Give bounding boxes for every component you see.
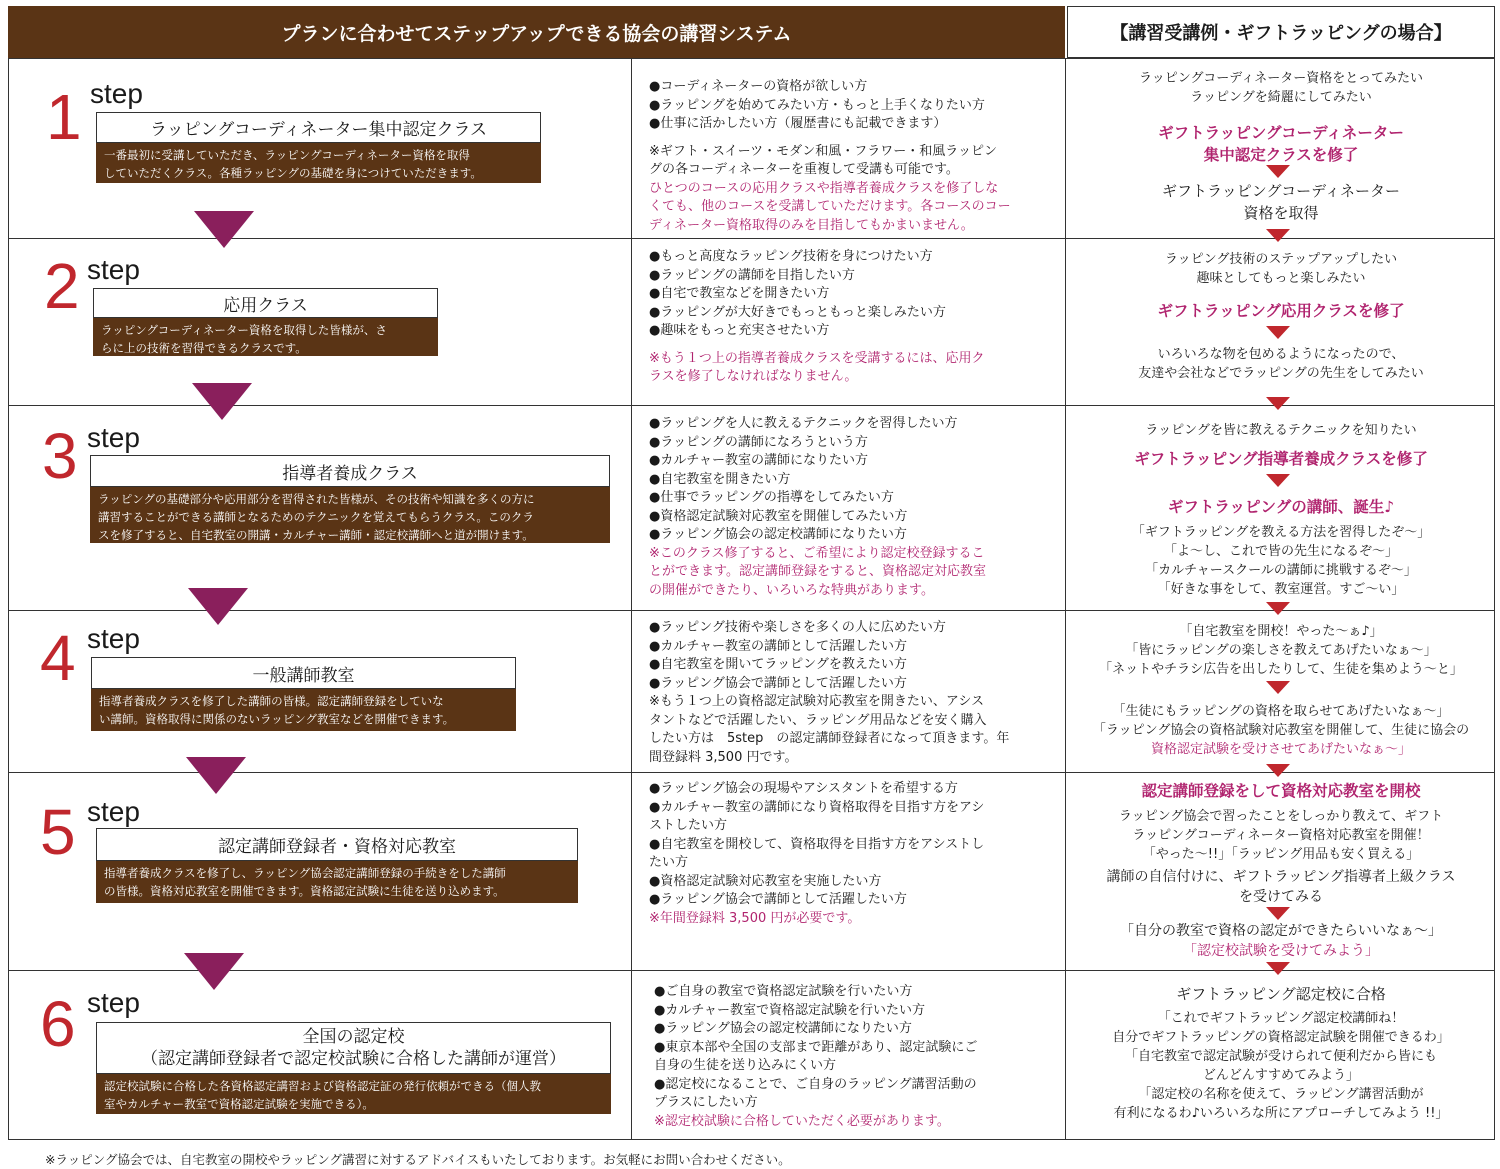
example-flow — [1067, 983, 1495, 1123]
example-line: 「認定校試験を受けてみよう」 — [1183, 943, 1379, 959]
target-item: ●自宅教室を開きたい方 — [649, 471, 791, 487]
step-label: step — [87, 623, 140, 654]
note-line: ※このクラス修了すると、ご希望により認定校登録するこ — [649, 545, 985, 561]
target-item: ●カルチャー教室の講師になり資格取得を目指す方をアシ — [649, 799, 985, 815]
target-item: ●ラッピングの講師を目指したい方 — [649, 267, 855, 283]
example-highlight: ギフトラッピングの講師、誕生♪ — [1167, 498, 1395, 516]
target-item: ●仕事でラッピングの指導をしてみたい方 — [649, 490, 894, 505]
example-line: 「自宅教室で認定試験が受けられて便利だから皆にも — [1124, 1049, 1437, 1064]
target-list — [649, 78, 1011, 235]
example-line: 「これでギフトラッピング認定校講師ね！ — [1157, 1011, 1405, 1026]
example-flow — [1067, 921, 1495, 961]
small-down-arrow-icon — [1266, 229, 1290, 242]
step-number: 2 — [44, 250, 80, 322]
column-divider — [1065, 58, 1066, 1140]
column-divider — [631, 58, 632, 1140]
example-line: ラッピングを皆に教えるテクニックを知りたい — [1145, 423, 1417, 438]
target-item: ●仕事に活かしたい方（履歴書にも記載できます） — [649, 116, 947, 131]
example-flow — [1067, 496, 1495, 599]
example-flow — [1067, 180, 1495, 224]
target-item: ●資格認定試験対応教室を開催してみたい方 — [649, 508, 908, 524]
example-line: 資格認定試験を受けさせてあげたいなぁ～」 — [1150, 742, 1411, 757]
step-number: 3 — [42, 420, 78, 492]
description-line: の皆様。資格対応教室を開催できます。資格認定試験に生徒を送り込めます。 — [104, 884, 505, 898]
target-item: ●趣味をもっと充実させたい方 — [649, 323, 830, 338]
small-down-arrow-icon — [1266, 907, 1290, 920]
note-line: ※認定校試験に合格していただく必要があります。 — [654, 1113, 950, 1129]
example-line: いろいろな物を包めるようになったので、 — [1157, 347, 1405, 362]
target-item: ●カルチャー教室の講師になりたい方 — [649, 453, 868, 468]
example-line: ラッピングを綺麗にしてみたい — [1190, 90, 1372, 105]
class-title-text: 全国の認定校 — [302, 1027, 405, 1047]
target-item: ●ラッピング協会で講師として活躍したい方 — [649, 675, 907, 691]
example-line: 「ラッピング協会の資格試験対応教室を開催して、生徒に協会の — [1092, 723, 1470, 738]
example-line: 「やった～!!」「ラッピング用品も安く買える」 — [1142, 847, 1420, 862]
target-item: たい方 — [649, 855, 689, 870]
example-result: ギフトラッピング認定校に合格 — [1176, 985, 1386, 1003]
step-label: step — [87, 422, 140, 453]
target-item: ●自宅教室を開いてラッピングを教えたい方 — [649, 657, 907, 672]
target-list — [654, 983, 977, 1131]
target-item: ●カルチャー教室で資格認定試験を行いたい方 — [654, 1002, 925, 1018]
target-item: ●コーディネーターの資格が欲しい方 — [649, 79, 868, 94]
note-line: ディネーター資格取得のみを目指してもかまいません。 — [649, 217, 974, 233]
target-item: ●ラッピングの講師になろうという方 — [649, 434, 868, 450]
note-line: ひとつのコースの応用クラスや指導者養成クラスを修了しな — [649, 180, 999, 196]
small-down-arrow-icon — [1266, 602, 1290, 615]
class-title: 一般講師教室 — [91, 657, 516, 689]
example-line: 「自分の教室で資格の認定ができたらいいなぁ～」 — [1120, 923, 1442, 939]
example-line: ラッピング技術のステップアップしたい — [1164, 252, 1398, 267]
small-down-arrow-icon — [1266, 165, 1290, 178]
description-line: スを修了すると、自宅教室の開講・カルチャー講師・認定校講師へと道が開けます。 — [98, 528, 534, 542]
target-item: ●ラッピング協会の認定校講師になりたい方 — [649, 527, 907, 542]
note-line: の開催ができたり、いろいろな特典があります。 — [649, 582, 934, 598]
example-line: 「生徒にもラッピングの資格を取らせてあげたいなぁ～」 — [1112, 704, 1450, 719]
example-flow — [1067, 702, 1495, 759]
target-item: 自身の生徒を送り込みにくい方 — [654, 1058, 837, 1073]
small-down-arrow-icon — [1266, 764, 1290, 777]
description-line: 一番最初に受講していただき、ラッピングコーディネーター資格を取得 — [104, 148, 470, 162]
target-item: ●もっと高度なラッピング技術を身につけたい方 — [649, 249, 933, 264]
target-item: ●自宅教室を開校して、資格取得を目指す方をアシストし — [649, 836, 985, 852]
description-line: ラッピングコーディネーター資格を取得した皆様が、さ — [101, 323, 387, 337]
example-line: 有利になるわ♪いろいろな所にアプローチしてみよう !!」 — [1113, 1106, 1449, 1121]
description-line: していただくクラス。各種ラッピングの基礎を身につけていただきます。 — [104, 166, 482, 180]
example-line: ラッピングコーディネーター資格をとってみたい — [1139, 71, 1423, 86]
example-line: 「認定校の名称を使えて、ラッピング講習活動が — [1138, 1087, 1424, 1102]
example-line: ラッピングコーディネーター資格対応教室を開催！ — [1132, 828, 1430, 843]
down-arrow-icon — [188, 588, 248, 625]
description-line: 指導者養成クラスを修了した講師の皆様。認定講師登録をしていな — [99, 694, 444, 708]
step-label: step — [87, 796, 140, 827]
target-item: ●認定校になることで、ご自身のラッピング講習活動の — [654, 1076, 977, 1092]
target-item: ●自宅で教室などを開きたい方 — [649, 286, 830, 301]
target-item: ●東京本部や全国の支部まで距離があり、認定試験にご — [654, 1039, 978, 1055]
target-item: ●ラッピング技術や楽しさを多くの人に広めたい方 — [649, 620, 946, 635]
note-line: ※ギフト・スイーツ・モダン和風・フラワー・和風ラッピン — [649, 143, 997, 159]
note-line: タントなどで活躍したい、ラッピング用品などを安く購入 — [649, 712, 987, 728]
step-number: 6 — [40, 988, 76, 1060]
description-line: 指導者養成クラスを修了し、ラッピング協会認定講師登録の手続きをした講師 — [104, 866, 506, 880]
example-line: 「自宅教室を開校！やった～ぁ♪」 — [1179, 624, 1383, 639]
example-flow — [1067, 345, 1495, 383]
target-item: ストしたい方 — [649, 818, 728, 833]
example-line: 友達や会社などでラッピングの先生をしてみたい — [1138, 366, 1424, 381]
target-item: ●ラッピングを始めてみたい方・もっと上手くなりたい方 — [649, 97, 985, 113]
example-line: 自分でギフトラッピングの資格認定試験を開催できるわ」 — [1112, 1030, 1450, 1045]
note-line: 間登録料 3,500 円です。 — [649, 749, 798, 765]
down-arrow-icon — [192, 383, 252, 420]
example-title: 【講習受講例・ギフトラッピングの場合】 — [1067, 6, 1495, 58]
small-down-arrow-icon — [1266, 962, 1290, 975]
class-description — [93, 318, 438, 356]
step-label: step — [90, 78, 143, 109]
example-line: ラッピング協会で習ったことをしっかり教えて、ギフト — [1118, 809, 1444, 824]
example-line: 「よ～し、これで皆の先生になるぞ～」 — [1163, 544, 1398, 559]
class-title — [96, 1022, 611, 1074]
example-highlight: 集中認定クラスを修了 — [1203, 146, 1359, 164]
example-flow — [1067, 622, 1495, 679]
target-list — [649, 619, 1009, 767]
description-line: らに上の技術を習得できるクラスです。 — [101, 341, 307, 355]
example-highlight: 認定講師登録をして資格対応教室を開校 — [1141, 782, 1421, 800]
description-line: 講習することができる講師となるためのテクニックを覚えてもらうクラス。このクラ — [98, 510, 534, 524]
class-title: ラッピングコーディネーター集中認定クラス — [96, 112, 541, 143]
example-line: 「皆にラッピングの楽しさを教えてあげたいなぁ～」 — [1125, 643, 1437, 658]
target-item: ●ラッピング協会の現場やアシスタントを希望する方 — [649, 781, 958, 796]
footer-note: ※ラッピング協会では、自宅教室の開校やラッピング講習に対するアドバイスもいたしております。お気軽にお問い合わせください。 — [45, 1152, 791, 1167]
down-arrow-icon — [194, 211, 254, 248]
class-description — [90, 487, 610, 543]
example-highlight: ギフトラッピング応用クラスを修了 — [1157, 302, 1405, 320]
example-flow — [1067, 421, 1495, 470]
target-list — [649, 780, 984, 928]
class-description — [96, 143, 541, 183]
note-line: ※年間登録料 3,500 円が必要です。 — [649, 910, 861, 926]
target-item: ●資格認定試験対応教室を実施したい方 — [649, 873, 882, 889]
step-label: step — [87, 987, 140, 1018]
down-arrow-icon — [186, 757, 246, 794]
note-line: とができます。認定講師登録をすると、資格認定対応教室 — [649, 564, 986, 579]
target-item: プラスにしたい方 — [654, 1095, 758, 1110]
example-flow — [1067, 780, 1495, 907]
small-down-arrow-icon — [1266, 397, 1290, 410]
step-number: 1 — [46, 81, 82, 153]
description-line: 認定校試験に合格した各資格認定講習および資格認定証の発行依頼ができる（個人教 — [104, 1079, 541, 1093]
note-line: グの各コーディネーターを重複して受講も可能です。 — [649, 162, 959, 177]
note-line: したい方は 5step の認定講師登録者になって頂きます。年 — [649, 731, 1010, 746]
note-line: ※もう１つ上の指導者養成クラスを受講するには、応用ク — [649, 350, 985, 366]
system-title: プランに合わせてステップアップできる協会の講習システム — [8, 6, 1065, 58]
down-arrow-icon — [184, 953, 244, 990]
description-line: ラッピングの基礎部分や応用部分を習得された皆様が、その技術や知識を多くの方に — [98, 492, 535, 506]
class-subtitle: （認定講師登録者で認定校試験に合格した講師が運営） — [141, 1049, 566, 1069]
class-title: 指導者養成クラス — [90, 455, 610, 487]
example-line: を受けてみる — [1239, 889, 1323, 905]
example-line: 趣味としてもっと楽しみたい — [1196, 271, 1366, 286]
example-line: 「ネットやチラシ広告を出したりして、生徒を集めよう～と」 — [1099, 662, 1463, 677]
target-list — [649, 415, 986, 600]
class-title: 認定講師登録者・資格対応教室 — [96, 828, 578, 861]
note-line: ※もう１つ上の資格認定試験対応教室を開きたい、アシス — [649, 694, 984, 709]
target-item: ●ご自身の教室で資格認定試験を行いたい方 — [654, 984, 913, 999]
class-title: 応用クラス — [93, 288, 438, 318]
example-line: どんどんすすめてみよう」 — [1202, 1068, 1360, 1083]
note-line: ラスを修了しなければなりません。 — [649, 369, 858, 384]
example-flow — [1067, 69, 1495, 166]
description-line: 室やカルチャー教室で資格認定試験を実施できる）。 — [104, 1097, 374, 1111]
note-line: くても、他のコースを受講していただけます。各コースのコー — [649, 199, 1011, 214]
example-flow — [1067, 250, 1495, 322]
class-description — [96, 1074, 611, 1114]
example-result: ギフトラッピングコーディネーター — [1162, 182, 1400, 200]
step-number: 5 — [40, 796, 76, 868]
example-line: 「カルチャースクールの講師に挑戦するぞ～」 — [1145, 563, 1417, 578]
step-number: 4 — [40, 622, 76, 694]
target-item: ●ラッピング協会の認定校講師になりたい方 — [654, 1021, 912, 1036]
step-label: step — [87, 254, 140, 285]
target-item: ●ラッピングが大好きでもっともっと楽しみたい方 — [649, 304, 946, 320]
example-line: 講師の自信付けに、ギフトラッピング指導者上級クラス — [1106, 869, 1456, 885]
small-down-arrow-icon — [1266, 326, 1290, 339]
target-item: ●ラッピングを人に教えるテクニックを習得したい方 — [649, 416, 958, 431]
class-description — [91, 689, 516, 731]
example-result: 資格を取得 — [1243, 204, 1319, 222]
target-item: ●カルチャー教室の講師として活躍したい方 — [649, 638, 907, 654]
target-item: ●ラッピング協会で講師として活躍したい方 — [649, 892, 907, 907]
example-highlight: ギフトラッピング指導者養成クラスを修了 — [1134, 450, 1428, 468]
example-line: 「ギフトラッピングを教える方法を習得したぞ～」 — [1131, 525, 1431, 540]
class-description — [96, 861, 578, 903]
description-line: い講師。資格取得に関係のないラッピング教室などを開催できます。 — [99, 712, 455, 726]
example-line: 「好きな事をして、教室運営。すご～い」 — [1157, 582, 1405, 597]
target-list — [649, 248, 985, 387]
small-down-arrow-icon — [1266, 681, 1290, 694]
example-highlight: ギフトラッピングコーディネーター — [1158, 124, 1404, 142]
small-down-arrow-icon — [1266, 474, 1290, 487]
